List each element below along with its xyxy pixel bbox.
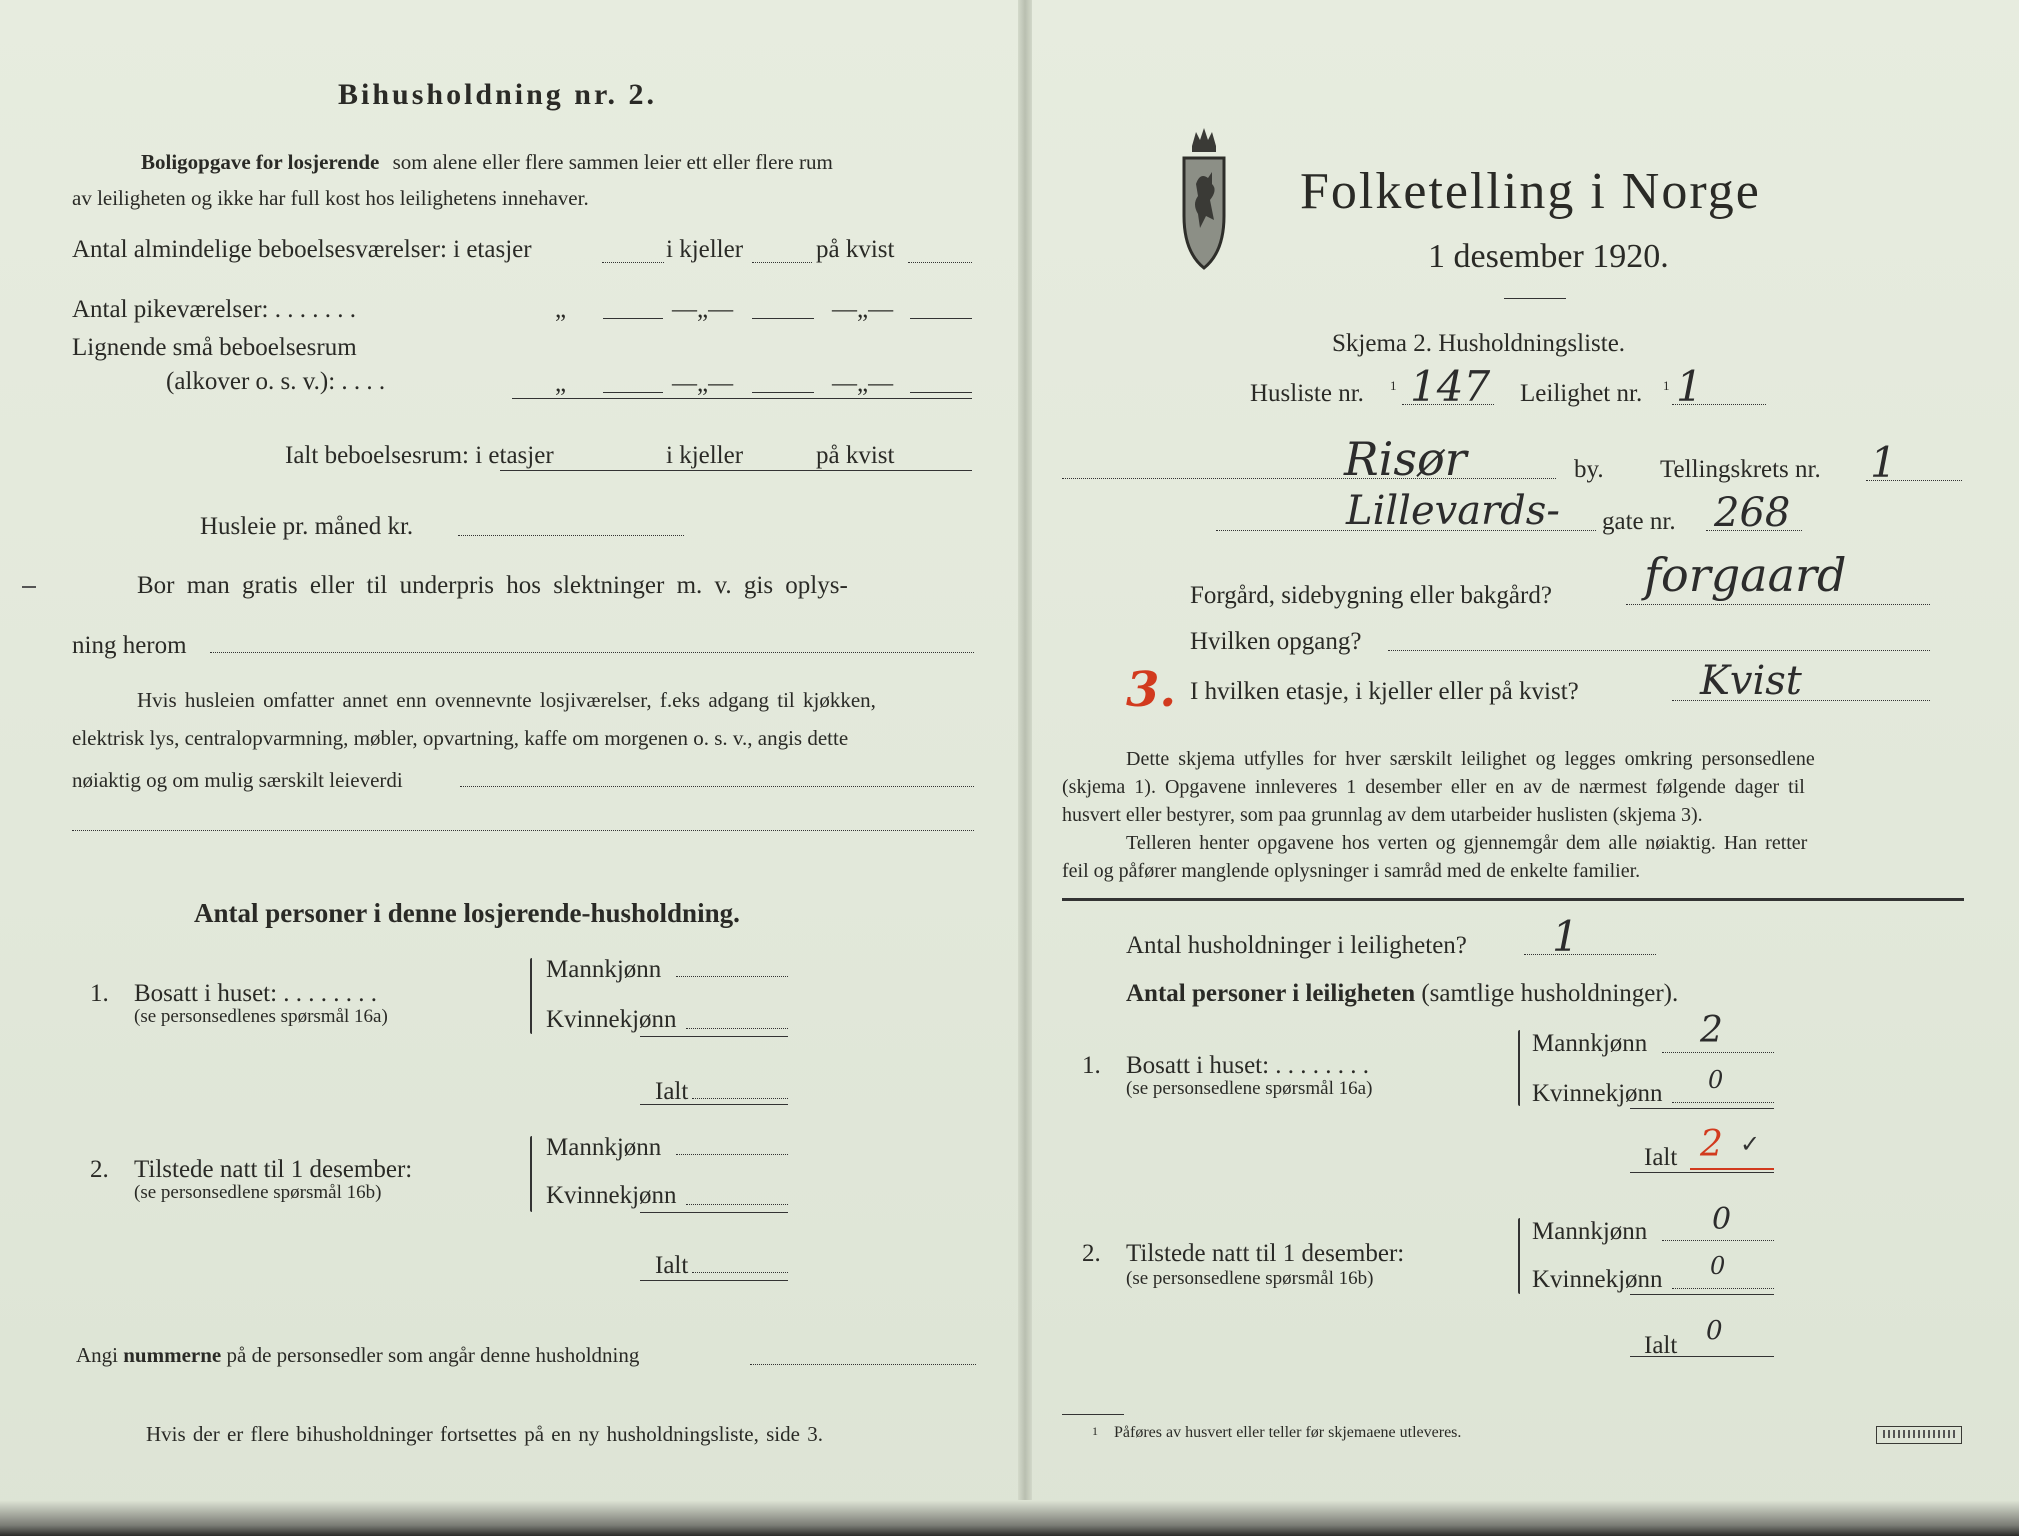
left-q1-num: 1. [90,980,109,1007]
left-q2-ialt-field[interactable] [692,1272,788,1273]
right-q2-ialt-label: Ialt [1644,1332,1678,1359]
instr-line-3: husvert eller bestyrer, som paa grunnlag av dem utarbeider huslisten (skjema 3). [1062,804,1703,826]
right-q1-mann-value[interactable]: 2 [1700,1010,1723,1051]
footnote-text: Påføres av husvert eller teller før skjemaene utleveres. [1114,1424,1462,1441]
skjema-label: Skjema 2. Husholdningsliste. [1332,330,1626,357]
right-q2-ialt-value[interactable]: 0 [1706,1316,1723,1346]
norway-coat-of-arms-icon [1178,124,1230,270]
husleie-field[interactable] [458,535,684,536]
rooms-etasjer-field[interactable] [602,262,664,263]
right-q1-kvinne-field [1672,1102,1774,1103]
right-q2-kvinne-value[interactable]: 0 [1710,1252,1726,1280]
right-q1-ialt-value[interactable]: 2 [1700,1124,1723,1165]
left-q2-num: 2. [90,1156,109,1183]
gate-label: gate nr. [1602,508,1676,535]
right-q1-note: (se personsedlene spørsmål 16a) [1126,1078,1373,1099]
left-q1-ialt-field[interactable] [692,1098,788,1099]
right-q2-kvinne-label: Kvinnekjønn [1532,1266,1663,1293]
left-q2-ialt-rule [640,1280,788,1281]
instr-divider [1062,898,1964,901]
ialt-rooms-rule [500,470,972,471]
angi-field[interactable] [750,1364,976,1365]
etasje-field [1672,700,1930,701]
left-title: Bihusholdning nr. 2. [338,78,658,111]
right-q1-red-underline [1690,1168,1774,1170]
right-q2-brace [1518,1218,1520,1294]
left-q1-kvinne-field[interactable] [686,1028,788,1029]
lignende-dash-1: —„— [672,370,734,397]
right-q1-sum-rule [1630,1108,1774,1109]
left-q2-sum-rule [640,1212,788,1213]
hvis-field-1[interactable] [460,786,974,787]
instr-line-1: Dette skjema utfylles for hver særskilt leilighet og legges omkring personsedlene [1126,748,1815,770]
intro-rest: som alene eller flere sammen leier ett eller flere rum [392,150,833,174]
left-footer: Hvis der er flere bihusholdninger fortsettes på en ny husholdningsliste, side 3. [146,1422,823,1446]
gate-value[interactable]: Lillevards- [1346,488,1560,534]
right-q1-brace [1518,1030,1520,1106]
opgang-label: Hvilken opgang? [1190,628,1362,655]
left-margin-mark [22,586,36,588]
pike-dash-1: —„— [672,296,734,323]
instr-line-5: feil og påfører manglende oplysninger i samråd med de enkelte familier. [1062,860,1641,882]
pike-label: Antal pikeværelser: . . . . . . . [72,296,356,323]
right-q2-num: 2. [1082,1240,1101,1267]
pike-kvist-field[interactable] [910,318,972,319]
intro-bold: Boligopgave for losjerende [141,150,380,174]
husliste-field [1402,404,1494,405]
left-q2-mann-field[interactable] [676,1154,788,1155]
pike-kjeller-field[interactable] [752,318,814,319]
pike-ditto: „ [555,296,567,323]
right-q2-note: (se personsedlene spørsmål 16b) [1126,1268,1374,1289]
right-q2-sum-rule [1630,1294,1774,1295]
husleie-label: Husleie pr. måned kr. [200,513,414,540]
left-persons-heading: Antal personer i denne losjerende-husholdning. [194,898,740,928]
right-q2-mann-field [1662,1240,1774,1241]
left-q1-label: Bosatt i huset: . . . . . . . . [134,980,378,1007]
instr-line-4: Telleren henter opgavene hos verten og gjennemgår dem alle nøiaktig. Han retter [1126,832,1808,854]
right-persons-rest: (samtlige husholdninger). [1421,980,1679,1007]
krets-field [1866,480,1962,481]
gate-nr-field [1706,530,1802,531]
gate-nr-value[interactable]: 268 [1714,490,1791,536]
husliste-footnote-mark: 1 [1390,378,1397,393]
krets-value[interactable]: 1 [1870,438,1897,487]
right-q1-check-icon: ✓ [1740,1132,1761,1158]
right-q2-mann-label: Mannkjønn [1532,1218,1648,1245]
opgang-field[interactable] [1388,650,1930,651]
right-q2-ialt-rule [1630,1356,1774,1357]
forgard-label: Forgård, sidebygning eller bakgård? [1190,582,1552,609]
right-q1-label: Bosatt i huset: . . . . . . . . [1126,1052,1370,1079]
left-q2-ialt-label: Ialt [655,1252,689,1279]
left-q1-note: (se personsedlenes spørsmål 16a) [134,1006,388,1027]
title-rule [1504,298,1566,299]
left-q2-brace [530,1136,532,1212]
angi-rest: på de personsedler som angår denne husholdning [226,1343,640,1367]
left-q2-note: (se personsedlene spørsmål 16b) [134,1182,382,1203]
right-q2-kvinne-field [1672,1288,1774,1289]
etasje-value[interactable]: Kvist [1700,658,1802,704]
gate-field [1216,530,1596,531]
left-q1-ialt-label: Ialt [655,1078,689,1105]
rooms-kvist-label: på kvist [816,236,895,263]
ialt-rooms-label: Ialt beboelsesrum: i etasjer [285,442,554,469]
right-q2-mann-value[interactable]: 0 [1712,1202,1732,1237]
hvis-line-3: nøiaktig og om mulig særskilt leieverdi [72,768,403,792]
ialt-kjeller-label: i kjeller [666,442,744,469]
angi-bold: nummerne [123,1343,222,1367]
lignende-dash-2: —„— [832,370,894,397]
footnote-rule [1062,1414,1124,1415]
bor-field[interactable] [210,652,974,653]
right-title: Folketelling i Norge [1300,163,1761,220]
right-q1-num: 1. [1082,1052,1101,1079]
etasje-red-mark: 3. [1126,662,1177,718]
right-q1-mann-label: Mannkjønn [1532,1030,1648,1057]
right-q1-ialt-label: Ialt [1644,1144,1678,1171]
right-q1-mann-field [1662,1052,1774,1053]
leilighet-label: Leilighet nr. [1520,380,1643,407]
census-date: 1 desember 1920. [1428,238,1669,275]
hvis-field-2[interactable] [72,830,974,831]
lignende-etasjer-field[interactable] [603,392,663,393]
lignende-kvist-field[interactable] [910,392,972,393]
leilighet-field [1672,404,1766,405]
rooms-kvist-field[interactable] [908,262,972,263]
lignende-line-1: Lignende små beboelsesrum [72,334,357,361]
left-q2-kvinne-field[interactable] [686,1204,788,1205]
pike-etasjer-field[interactable] [603,318,663,319]
hvis-line-1: Hvis husleien omfatter annet enn ovennevnte losjiværelser, f.eks adgang til kjøkken, [137,688,876,712]
forgard-value[interactable]: forgaard [1644,548,1847,602]
hush-value[interactable]: 1 [1552,912,1579,961]
left-q1-mann-field[interactable] [676,976,788,977]
rooms-kjeller-label: i kjeller [666,236,744,263]
left-q2-mann-label: Mannkjønn [546,1134,662,1161]
lignende-line-2: (alkover o. s. v.): . . . . [166,368,386,395]
angi-line [76,1343,639,1368]
intro-line-1 [141,150,833,175]
pike-dash-2: —„— [832,296,894,323]
left-q1-sum-rule [640,1036,788,1037]
scan-bottom-edge [0,1500,2019,1536]
krets-label: Tellingskrets nr. [1660,456,1821,483]
ialt-kvist-label: på kvist [816,442,895,469]
hush-label: Antal husholdninger i leiligheten? [1126,932,1467,959]
by-label: by. [1574,456,1604,483]
footnote-number: 1 [1092,1424,1098,1438]
right-persons-bold: Antal personer i leiligheten [1126,980,1416,1007]
by-field [1062,478,1556,479]
left-q2-kvinne-label: Kvinnekjønn [546,1182,677,1209]
right-q1-ialt-rule [1630,1172,1774,1173]
left-q2-label: Tilstede natt til 1 desember: [134,1156,413,1183]
intro-line-2: av leiligheten og ikke har full kost hos leilighetens innehaver. [72,186,589,210]
bor-line-2: ning herom [72,632,187,659]
printer-stamp-icon [1876,1426,1962,1444]
etasje-label: I hvilken etasje, i kjeller eller på kvist? [1190,678,1579,705]
rooms-label: Antal almindelige beboelsesværelser: i etasjer [72,236,532,263]
angi-pre: Angi [76,1343,118,1367]
husliste-label: Husliste nr. [1250,380,1364,407]
lignende-kjeller-field[interactable] [752,392,814,393]
left-q1-mann-label: Mannkjønn [546,956,662,983]
right-q1-kvinne-value[interactable]: 0 [1708,1066,1724,1094]
by-value[interactable]: Risør [1344,432,1467,486]
sum-rule [512,398,972,399]
right-q1-kvinne-label: Kvinnekjønn [1532,1080,1663,1107]
right-q2-label: Tilstede natt til 1 desember: [1126,1240,1405,1267]
husliste-value[interactable]: 147 [1410,362,1491,411]
rooms-kjeller-field[interactable] [752,262,812,263]
leilighet-footnote-mark: 1 [1663,378,1670,393]
hush-field [1524,954,1656,955]
lignende-ditto: „ [555,370,567,397]
right-persons-heading [1126,980,1678,1008]
book-spine [1018,0,1032,1536]
left-q1-ialt-rule [640,1104,788,1105]
forgard-field [1626,604,1930,605]
bor-line-1: Bor man gratis eller til underpris hos slektninger m. v. gis oplys- [137,572,848,599]
left-q1-kvinne-label: Kvinnekjønn [546,1006,677,1033]
left-q1-brace [530,958,532,1034]
hvis-line-2: elektrisk lys, centralopvarmning, møbler, opvartning, kaffe om morgenen o. s. v., angis dette [72,726,849,750]
leilighet-value[interactable]: 1 [1676,362,1703,411]
instr-line-2: (skjema 1). Opgavene innleveres 1 desember eller en av de nærmest følgende dager til [1062,776,1805,798]
